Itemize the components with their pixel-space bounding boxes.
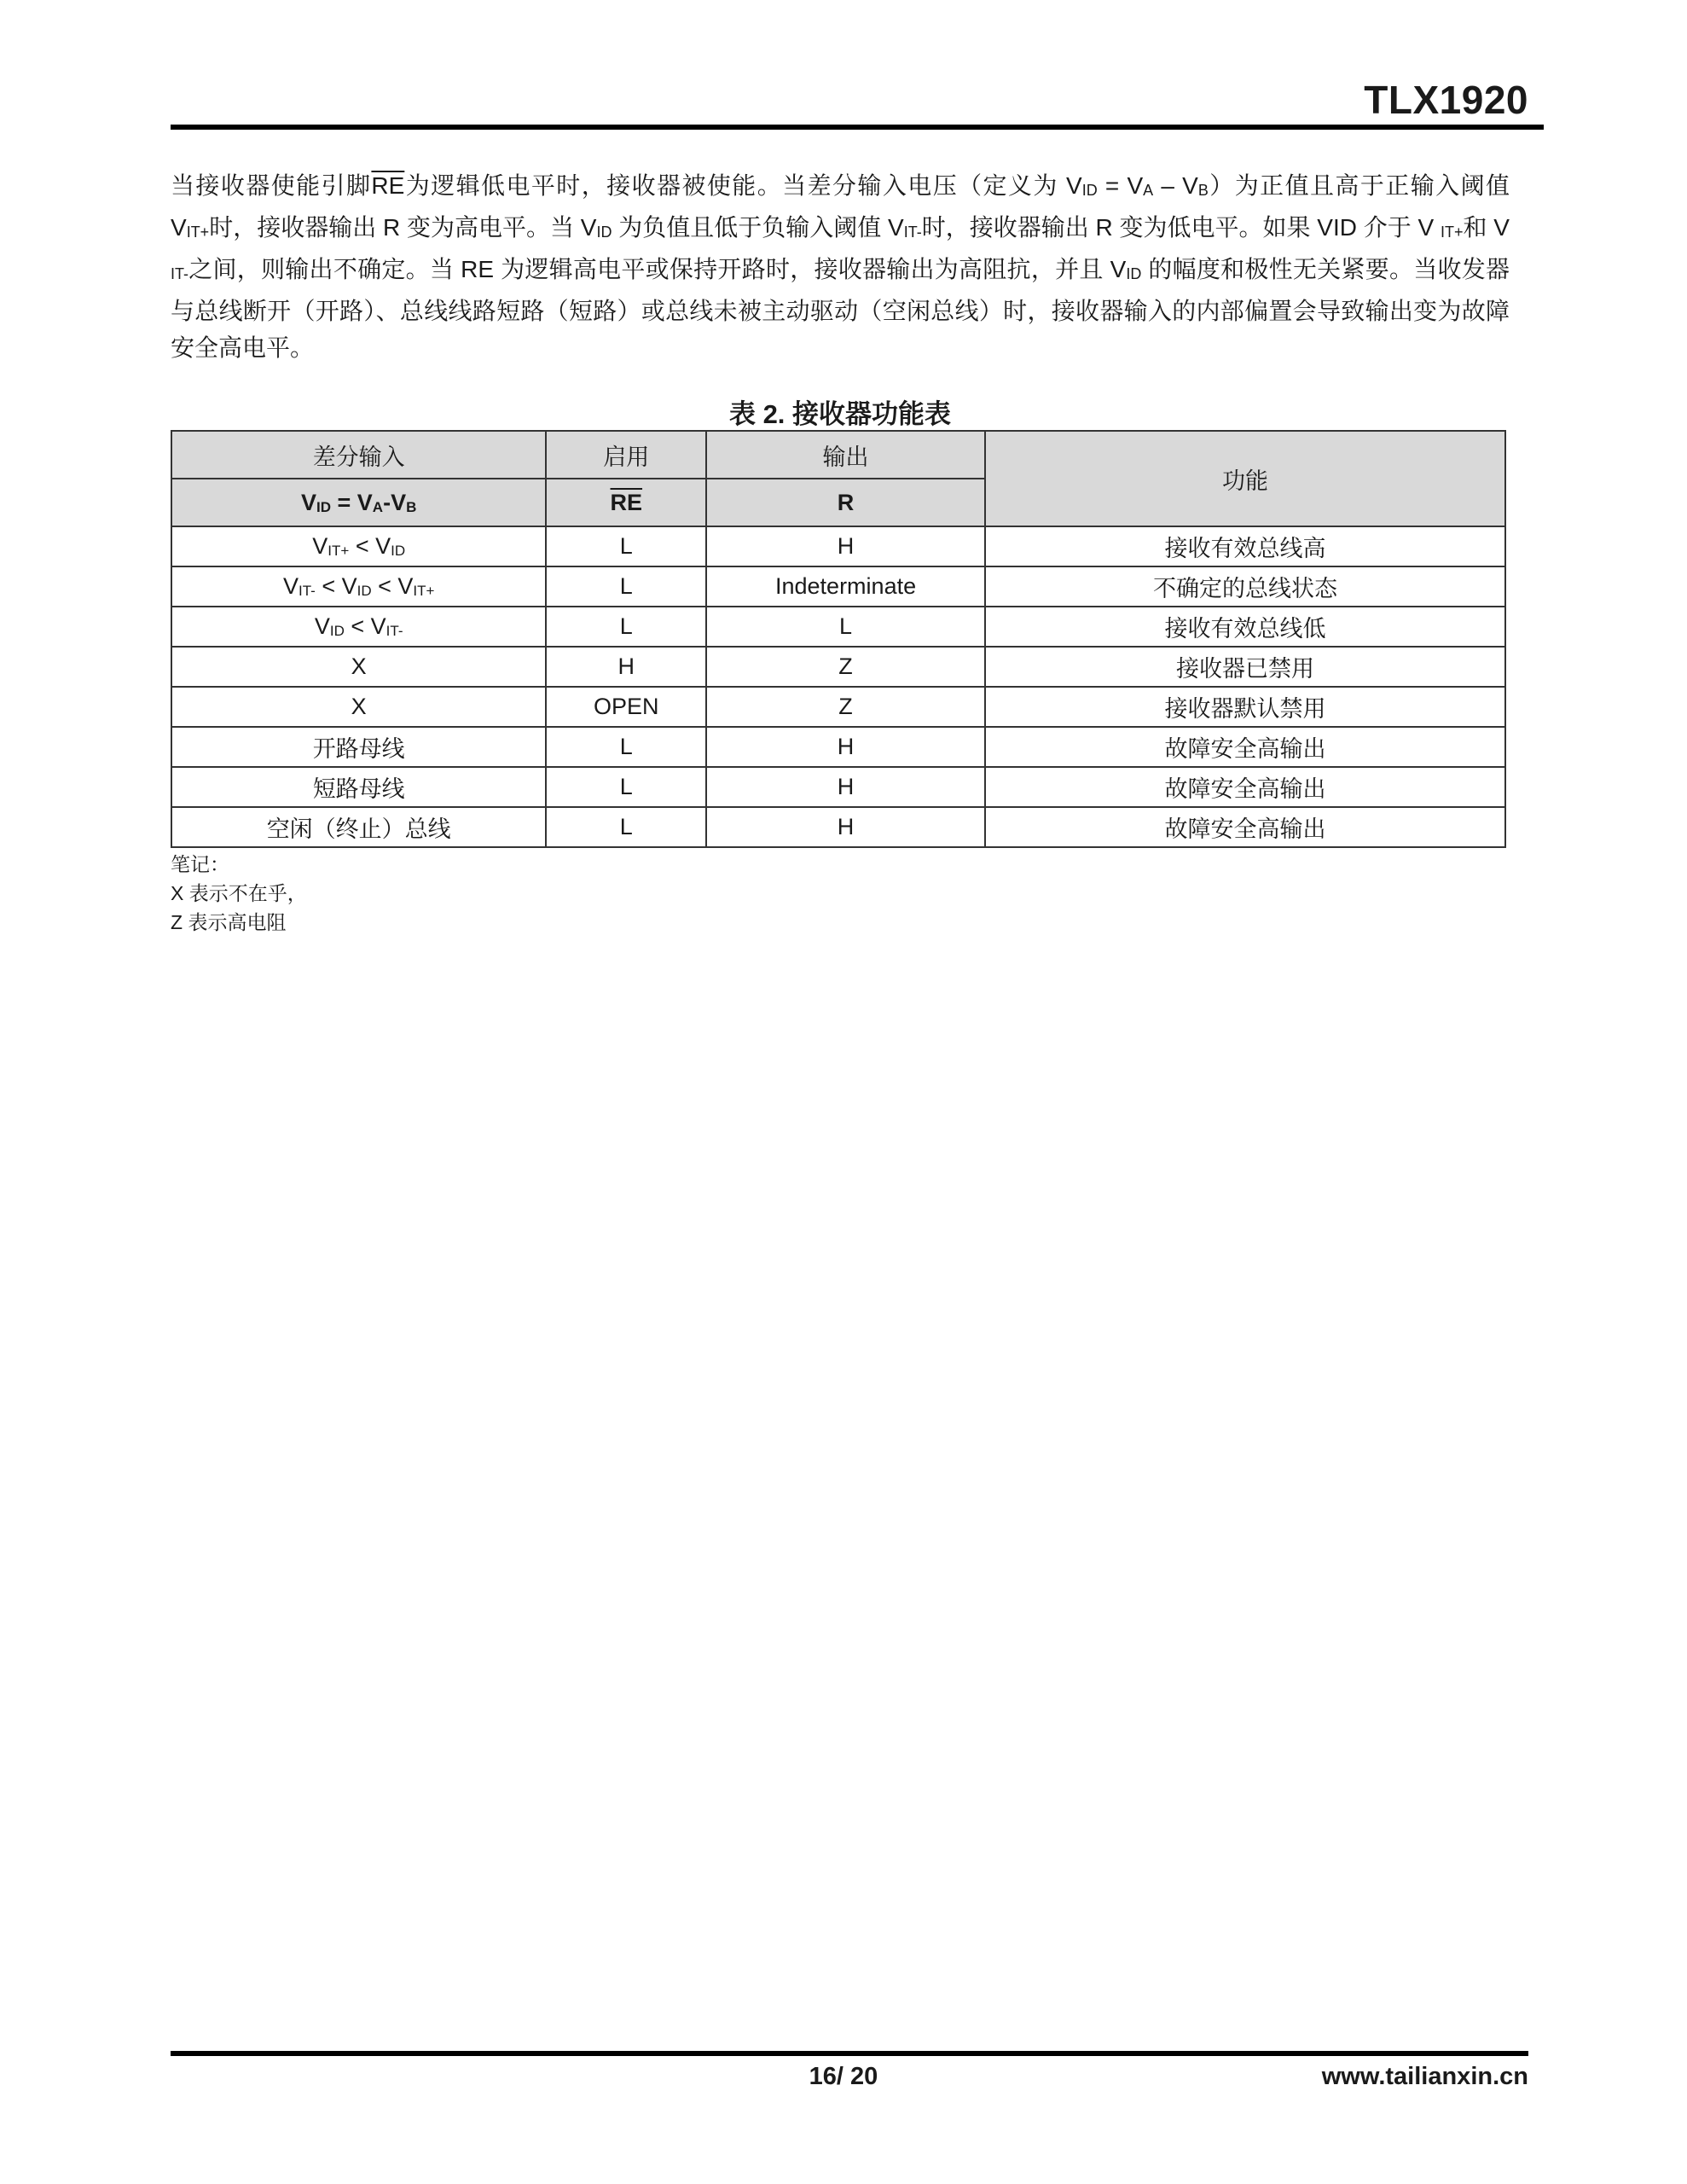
cell-r: H [706,526,985,566]
table-row [171,607,1505,647]
cell-r: Indeterminate [706,566,985,607]
cell-re: L [546,727,706,767]
header-diff-input: 差分输入 [171,431,546,479]
cell-function: 接收有效总线高 [985,526,1505,566]
notes-title: 笔记： [171,853,229,875]
page-number: 16/ 20 [809,2063,878,2090]
table-row [171,526,1505,566]
cell-diff: 开路母线 [171,727,546,767]
cell-r: H [706,727,985,767]
cell-function: 接收器已禁用 [985,647,1505,687]
cell-r: H [706,767,985,807]
table-row [171,566,1505,607]
receiver-function-table [171,430,1506,848]
cell-function: 不确定的总线状态 [985,566,1505,607]
header-vid-formula: $V_{ID} = V_A-V_B$ [171,479,546,526]
table-caption: 表 2. 接收器功能表 [728,399,952,429]
header-output: 输出 [706,431,985,479]
cell-function: 接收有效总线低 [985,607,1505,647]
header-function: 功能 [985,431,1505,526]
cell-re: L [546,607,706,647]
cell-diff: 空闲（终止）总线 [171,807,546,847]
cell-function: 故障安全高输出 [985,807,1505,847]
cell-diff: X [171,647,546,687]
cell-re: L [546,526,706,566]
cell-r: H [706,807,985,847]
header-enable: 启用 [546,431,706,479]
table-row [171,767,1505,807]
cell-diff: $V_{ID} < V_{IT-}$ [171,607,546,647]
cell-re: OPEN [546,687,706,727]
table-row [171,687,1505,727]
table-row [171,647,1505,687]
cell-re: H [546,647,706,687]
document-title: TLX1920 [1364,78,1528,122]
note-z: Z 表示高电阻 [171,911,287,933]
cell-re: L [546,566,706,607]
note-x: X 表示不在乎， [171,882,307,904]
website-link[interactable]: www.tailianxin.cn [1321,2063,1528,2090]
footer-divider [171,2051,1528,2056]
cell-re: L [546,767,706,807]
cell-function: 接收器默认禁用 [985,687,1505,727]
table-notes [171,850,307,937]
header-r: R [706,479,985,526]
cell-diff: $V_{IT+} < V_{ID}$ [171,526,546,566]
header-re: $\overline{RE}$ [546,479,706,526]
header-divider [171,125,1544,130]
cell-diff: $V_{IT-} < V_{ID} < V_{IT+}$ [171,566,546,607]
body-paragraph: 当接收器使能引脚$\overline{RE}$为逻辑低电平时，接收器被使能。当差分输入电压（定义为 $V_{ID} = V_A - V_B$）为正值且高于正输入阈值 $V_{IT+}$时，接收器输出 R 变为高电平。当 $V_{ID}$ 为负值且低于负输入阈值 $V_{IT-}$时，接收器输出 R 变为低电平。如果 VID 介于 V $_{IT+}$和 V $_{IT-}$之间，则输出不确定。当 RE 为逻辑高电平或保持开路时，接收器输出为高阻抗，并且 $V_{ID}$ 的幅度和极性无关紧要。当收发器与总线断开（开路）、总线线路短路（短路）或总线未被主动驱动（空闲总线）时，接收器输入的内部偏置会导致输出变为故障安全高电平。 [171,172,1510,361]
cell-r: Z [706,687,985,727]
cell-r: L [706,607,985,647]
table-row [171,727,1505,767]
cell-function: 故障安全高输出 [985,727,1505,767]
cell-r: Z [706,647,985,687]
cell-diff: X [171,687,546,727]
cell-function: 故障安全高输出 [985,767,1505,807]
cell-diff: 短路母线 [171,767,546,807]
cell-re: L [546,807,706,847]
table-row [171,807,1505,847]
